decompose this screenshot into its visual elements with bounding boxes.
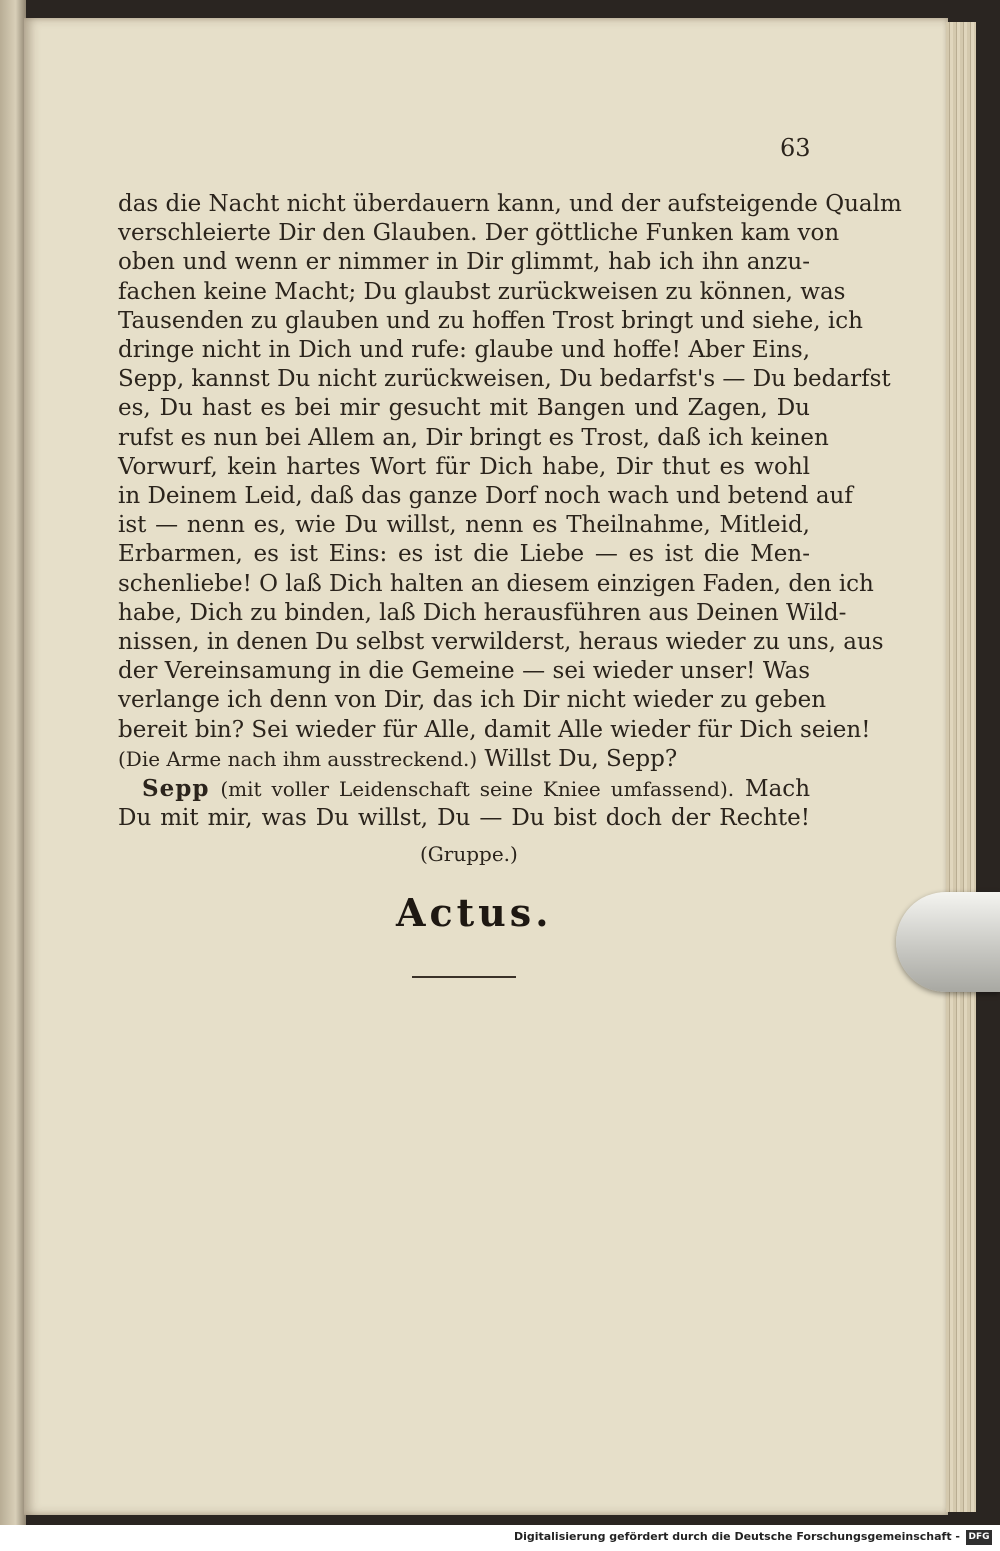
- text-line: ist — nenn es, wie Du willst, nenn es Theilnahme, Mitleid,: [118, 512, 810, 539]
- left-page-edge: [0, 0, 26, 1525]
- text-line: habe, Dich zu binden, laß Dich herausführen aus Deinen Wild-: [118, 599, 847, 626]
- footer-credit: Digitalisierung gefördert durch die Deutsche Forschungsgemeinschaft -: [513, 1530, 960, 1543]
- text-line: Vorwurf, kein hartes Wort für Dich habe, Dir thut es wohl: [118, 453, 810, 480]
- text-line: schenliebe! O laß Dich halten an diesem einzigen Faden, den ich: [118, 570, 874, 597]
- text-line: Tausenden zu glauben und zu hoffen Trost bringt und siehe, ich: [118, 307, 863, 334]
- dfg-logo-icon: DFG: [966, 1530, 992, 1545]
- text-line: Erbarmen, es ist Eins: es ist die Liebe — es ist die Men-: [118, 541, 810, 568]
- footer-bar: [0, 1525, 1000, 1551]
- text-line: nissen, in denen Du selbst verwilderst, heraus wieder zu uns, aus: [118, 629, 884, 656]
- text-line: der Vereinsamung in die Gemeine — sei wieder unser! Was: [118, 658, 810, 685]
- text-line: verschleierte Dir den Glauben. Der göttliche Funken kam von: [118, 220, 840, 247]
- divider-rule: [412, 976, 516, 978]
- body-text: [118, 190, 902, 833]
- text-line: es, Du hast es bei mir gesucht mit Bangen und Zagen, Du: [118, 395, 810, 422]
- act-heading: Actus.: [396, 890, 553, 935]
- stage-direction: (Die Arme nach ihm ausstreckend.): [118, 746, 478, 771]
- text-line: fachen keine Macht; Du glaubst zurückweisen zu können, was: [118, 278, 846, 305]
- speech-line: [118, 774, 810, 804]
- text-line: bereit bin? Sei wieder für Alle, damit Alle wieder für Dich seien!: [118, 716, 871, 743]
- group-stage-direction: (Gruppe.): [420, 842, 518, 866]
- text-line: Du mit mir, was Du willst, Du — Du bist doch der Rechte!: [118, 805, 810, 832]
- text-line: in Deinem Leid, daß das ganze Dorf noch wach und betend auf: [118, 483, 853, 510]
- page-number: 63: [780, 134, 811, 162]
- text-line: verlange ich denn von Dir, das ich Dir nicht wieder zu geben: [118, 687, 827, 714]
- text-line: Sepp, kannst Du nicht zurückweisen, Du bedarfst's — Du bedarfst: [118, 366, 891, 393]
- text-line: dringe nicht in Dich und rufe: glaube und hoffe! Aber Eins,: [118, 337, 810, 364]
- text-line: oben und wenn er nimmer in Dir glimmt, hab ich ihn anzu-: [118, 249, 810, 276]
- text-line: rufst es nun bei Allem an, Dir bringt es Trost, daß ich keinen: [118, 424, 829, 451]
- page-stack-edge: [946, 22, 976, 1512]
- text-fragment: Willst Du, Sepp?: [484, 745, 678, 772]
- page-clip: [896, 892, 1000, 992]
- text-fragment: Mach: [745, 776, 811, 803]
- text-line: [118, 745, 810, 774]
- speaker-name: Sepp: [142, 775, 210, 803]
- text-line: das die Nacht nicht überdauern kann, und der aufsteigende Qualm: [118, 191, 902, 217]
- stage-direction: (mit voller Leidenschaft seine Kniee umfassend).: [220, 777, 735, 802]
